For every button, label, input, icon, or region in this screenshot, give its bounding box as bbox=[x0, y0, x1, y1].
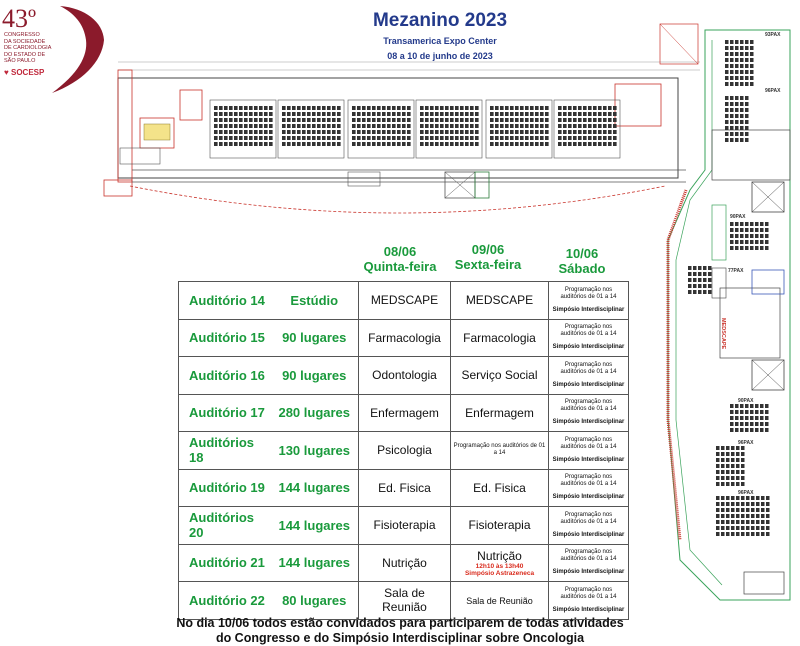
auditorium-capacity: 80 lugares bbox=[271, 582, 359, 620]
table-row bbox=[179, 319, 629, 357]
day2-activity: Farmacologia bbox=[451, 319, 549, 357]
heart-icon: ♥ bbox=[4, 68, 9, 77]
day1-activity: Sala de Reunião bbox=[359, 582, 451, 620]
auditorium-capacity: 90 lugares bbox=[271, 357, 359, 395]
day2-activity: Ed. Fisica bbox=[451, 469, 549, 507]
auditorium-name: Auditório 21 bbox=[179, 544, 271, 582]
auditorium-capacity: Estúdio bbox=[271, 282, 359, 320]
day2-activity: Serviço Social bbox=[451, 357, 549, 395]
day-header-2: 09/06 Sexta-feira bbox=[454, 242, 522, 272]
auditorium-name: Auditório 19 bbox=[179, 469, 271, 507]
auditorium-capacity: 144 lugares bbox=[271, 544, 359, 582]
day3-activity: Programação nos auditórios de 01 a 14 Simpósio Interdisciplinar bbox=[549, 394, 629, 432]
footer-note: No dia 10/06 todos estão convidados para participarem de todas atividades do Congresso e do Simpósio Interdisciplinar sobre Oncologia bbox=[176, 616, 624, 645]
day1-activity: MEDSCAPE bbox=[359, 282, 451, 320]
pax-label: 96PAX bbox=[738, 440, 754, 446]
logo-text: CONGRESSO DA SOCIEDADE DE CARDIOLOGIA DO ESTADO DE SÃO PAULO bbox=[4, 32, 52, 64]
table-row bbox=[179, 357, 629, 395]
day1-activity: Ed. Fisica bbox=[359, 469, 451, 507]
venue-name: Transamerica Expo Center bbox=[383, 36, 497, 46]
table-row bbox=[179, 544, 629, 582]
table-row bbox=[179, 394, 629, 432]
day1-activity: Psicologia bbox=[359, 432, 451, 470]
day3-activity: Programação nos auditórios de 01 a 14 Simpósio Interdisciplinar bbox=[549, 319, 629, 357]
auditorium-name: Auditórios 20 bbox=[179, 507, 271, 545]
auditorium-name: Auditório 17 bbox=[179, 394, 271, 432]
logo-number: 43º bbox=[2, 4, 37, 33]
day1-activity: Farmacologia bbox=[359, 319, 451, 357]
day1-activity: Enfermagem bbox=[359, 394, 451, 432]
day2-activity: Nutrição 12h10 às 13h40 Simpósio Astrazeneca bbox=[451, 544, 549, 582]
auditorium-name: Auditório 16 bbox=[179, 357, 271, 395]
day2-activity: Sala de Reunião bbox=[451, 582, 549, 620]
day3-activity: Programação nos auditórios de 01 a 14 Simpósio Interdisciplinar bbox=[549, 469, 629, 507]
day-header-3: 10/06 Sábado bbox=[558, 246, 606, 276]
day2-activity: Programação nos auditórios de 01 a 14 bbox=[451, 432, 549, 470]
day1-activity: Nutrição bbox=[359, 544, 451, 582]
day3-activity: Programação nos auditórios de 01 a 14 Simpósio Interdisciplinar bbox=[549, 582, 629, 620]
auditorium-capacity: 144 lugares bbox=[271, 469, 359, 507]
pax-label: 90PAX bbox=[730, 214, 746, 220]
page-title: Mezanino 2023 bbox=[372, 10, 508, 31]
auditorium-name: Auditórios 18 bbox=[179, 432, 271, 470]
day3-activity: Programação nos auditórios de 01 a 14 Simpósio Interdisciplinar bbox=[549, 357, 629, 395]
table-row bbox=[179, 282, 629, 320]
table-row bbox=[179, 432, 629, 470]
table-row bbox=[179, 469, 629, 507]
auditorium-name: Auditório 22 bbox=[179, 582, 271, 620]
table-row bbox=[179, 582, 629, 620]
day3-activity: Programação nos auditórios de 01 a 14 Simpósio Interdisciplinar bbox=[549, 282, 629, 320]
pax-label: 96PAX bbox=[738, 490, 754, 496]
auditorium-capacity: 144 lugares bbox=[271, 507, 359, 545]
auditorium-capacity: 130 lugares bbox=[271, 432, 359, 470]
day2-activity: Enfermagem bbox=[451, 394, 549, 432]
medscape-vertical-label: MEDSCAPE bbox=[720, 318, 726, 350]
auditorium-capacity: 90 lugares bbox=[271, 319, 359, 357]
day3-activity: Programação nos auditórios de 01 a 14 Simpósio Interdisciplinar bbox=[549, 507, 629, 545]
logo-brand: ♥ SOCESP bbox=[4, 68, 45, 77]
day2-activity: MEDSCAPE bbox=[451, 282, 549, 320]
day3-activity: Programação nos auditórios de 01 a 14 Simpósio Interdisciplinar bbox=[549, 432, 629, 470]
auditorium-capacity: 280 lugares bbox=[271, 394, 359, 432]
event-dates: 08 a 10 de junho de 2023 bbox=[387, 51, 493, 61]
day-header-1: 08/06 Quinta-feira bbox=[363, 244, 437, 274]
day1-activity: Odontologia bbox=[359, 357, 451, 395]
table-row bbox=[179, 507, 629, 545]
pax-label: 77PAX bbox=[728, 268, 744, 274]
pax-label: 93PAX bbox=[765, 32, 781, 38]
pax-label: 90PAX bbox=[738, 398, 754, 404]
auditorium-name: Auditório 15 bbox=[179, 319, 271, 357]
pax-label: 96PAX bbox=[765, 88, 781, 94]
day3-activity: Programação nos auditórios de 01 a 14 Simpósio Interdisciplinar bbox=[549, 544, 629, 582]
day2-activity: Fisioterapia bbox=[451, 507, 549, 545]
day1-activity: Fisioterapia bbox=[359, 507, 451, 545]
auditorium-name: Auditório 14 bbox=[179, 282, 271, 320]
schedule-table bbox=[178, 281, 629, 620]
